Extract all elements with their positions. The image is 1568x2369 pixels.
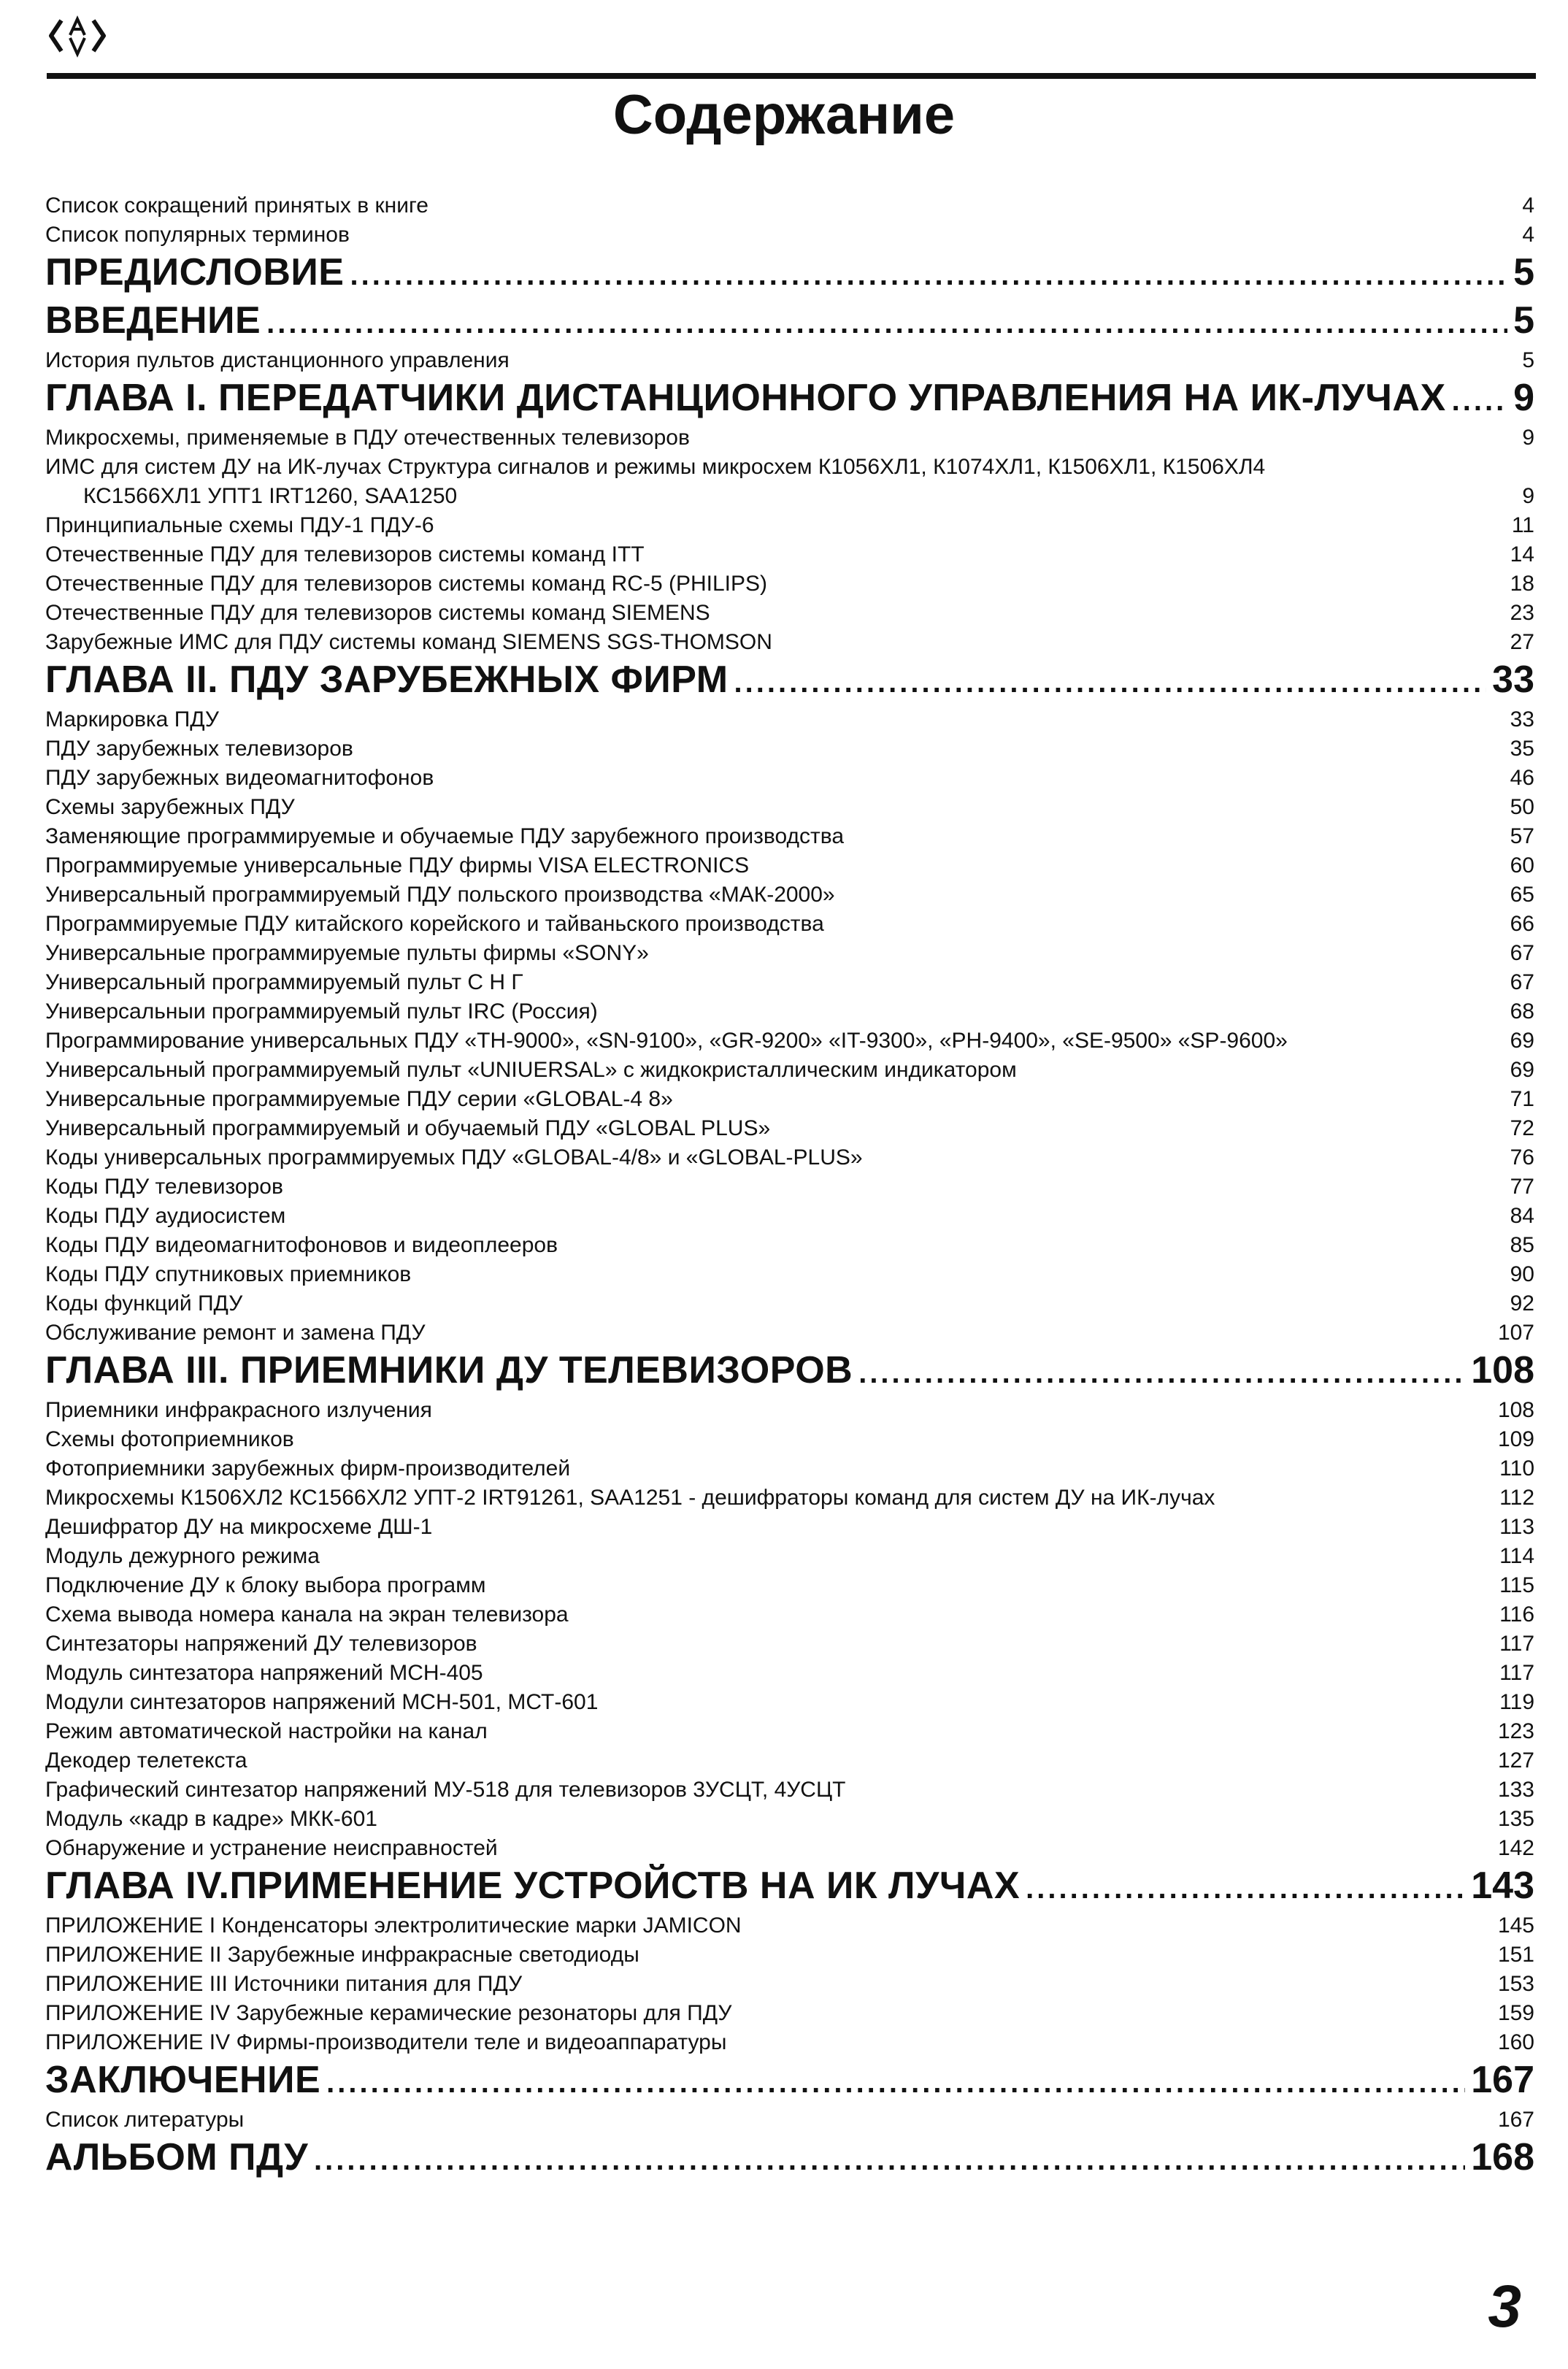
toc-entry-title: Декодер телетекста [45,1748,247,1773]
toc-entry-page: 84 [1510,1204,1534,1228]
toc-entry [45,764,1534,793]
toc-entry-page: 65 [1510,883,1534,907]
toc-entry-title: Зарубежные ИМС для ПДУ системы команд SIEMENS SGS-THOMSON [45,630,772,654]
toc-entry [45,423,1534,453]
toc-entry-page: 108 [1471,1349,1534,1391]
toc-entry-page: 71 [1510,1087,1534,1111]
toc-entry-page: 153 [1497,1972,1534,1996]
toc-entry-title: Отечественные ПДУ для телевизоров системы команд RC-5 (PHILIPS) [45,572,768,596]
toc-entry-page: 117 [1499,1661,1534,1685]
toc-entry [45,1542,1534,1571]
toc-entry [45,1425,1534,1454]
toc-entry [45,1805,1534,1834]
toc-entry [45,910,1534,939]
toc-entry [45,1396,1534,1425]
toc-entry [45,1454,1534,1483]
toc-entry [45,1775,1534,1805]
toc-entry [45,2105,1534,2135]
toc-entry-title: АЛЬБОМ ПДУ [45,2136,309,2178]
toc-entry-title: Синтезаторы напряжений ДУ телевизоров [45,1632,477,1656]
toc-entry [45,569,1534,599]
toc-entry-title: Фотоприемники зарубежных фирм-производителей [45,1456,571,1481]
dot-leader [1026,1863,1465,1911]
toc-entry-page: 5 [1513,299,1534,342]
toc-entry-page: 151 [1497,1943,1534,1967]
toc-entry-page: 90 [1510,1262,1534,1286]
toc-entry-page: 135 [1497,1807,1534,1831]
toc-entry-title: Подключение ДУ к блоку выбора программ [45,1573,486,1597]
toc-entry [45,599,1534,628]
toc-entry-page: 46 [1510,766,1534,790]
toc-entry [45,1085,1534,1114]
toc-entry-page: 159 [1497,2001,1534,2025]
toc-entry-title: Обнаружение и устранение неисправностей [45,1836,498,1860]
toc-chapter-entry [45,298,1534,346]
toc-entry-page: 77 [1510,1175,1534,1199]
logo-icon [45,13,109,58]
toc-entry [45,822,1534,851]
toc-entry-title: Модуль «кадр в кадре» МКК-601 [45,1807,377,1831]
toc-entry [45,1260,1534,1289]
toc-entry-page: 9 [1522,484,1534,508]
toc-entry-page: 117 [1499,1632,1534,1656]
toc-entry [45,1202,1534,1231]
table-of-contents [45,191,1534,2183]
toc-entry-page: 92 [1510,1291,1534,1316]
toc-entry [45,1834,1534,1863]
toc-entry-page: 85 [1510,1233,1534,1257]
toc-entry [45,997,1534,1026]
toc-entry [45,1571,1534,1600]
toc-entry-title: Заменяющие программируемые и обучаемые ПДУ зарубежного производства [45,824,845,848]
toc-entry-title: Модули синтезаторов напряжений МСН-501, МСТ-601 [45,1690,599,1714]
toc-entry-title: ПДУ зарубежных видеомагнитофонов [45,766,434,790]
toc-entry-title: ПДУ зарубежных телевизоров [45,737,353,761]
toc-entry [45,628,1534,657]
toc-entry-page: 11 [1511,513,1534,537]
toc-entry [45,191,1534,220]
toc-entry [45,939,1534,968]
toc-entry-title: ГЛАВА III. ПРИЕМНИКИ ДУ ТЕЛЕВИЗОРОВ [45,1349,853,1391]
toc-entry-title: ПРЕДИСЛОВИЕ [45,251,345,293]
toc-entry [45,1114,1534,1143]
toc-entry-page: 116 [1499,1602,1534,1627]
toc-entry-title: ГЛАВА I. ПЕРЕДАТЧИКИ ДИСТАНЦИОННОГО УПРАВЛЕНИЯ НА ИК-ЛУЧАХ [45,377,1446,419]
toc-entry-page: 69 [1510,1029,1534,1053]
toc-entry-page: 109 [1497,1427,1534,1451]
toc-entry [45,968,1534,997]
toc-entry [45,1231,1534,1260]
toc-entry-page: 33 [1492,659,1534,701]
toc-entry-title: ЗАКЛЮЧЕНИЕ [45,2059,321,2101]
toc-entry-page: 67 [1510,970,1534,994]
toc-entry-title: Список популярных терминов [45,223,350,247]
toc-entry-page: 167 [1497,2108,1534,2132]
toc-entry [45,1911,1534,1940]
toc-entry-page: 27 [1510,630,1534,654]
toc-entry [45,1688,1534,1717]
toc-entry-page: 113 [1499,1515,1534,1539]
toc-entry-title: Принципиальные схемы ПДУ-1 ПДУ-6 [45,513,434,537]
toc-entry-page: 133 [1497,1778,1534,1802]
toc-entry-page: 18 [1510,572,1534,596]
toc-chapter-entry [45,250,1534,298]
toc-entry-title: Микросхемы, применяемые в ПДУ отечественных телевизоров [45,426,690,450]
toc-entry [45,2028,1534,2057]
toc-entry-title: Универсальный программируемый пульт С Н Г [45,970,523,994]
toc-entry-page: 127 [1497,1748,1534,1773]
toc-entry [45,851,1534,880]
toc-entry-title: ГЛАВА II. ПДУ ЗАРУБЕЖНЫХ ФИРМ [45,659,729,701]
toc-entry [45,511,1534,540]
toc-entry [45,880,1534,910]
toc-entry [45,1717,1534,1746]
toc-entry [45,346,1534,375]
toc-entry [45,1629,1534,1659]
toc-entry [45,1143,1534,1172]
toc-chapter-entry [45,375,1534,423]
toc-entry-title: Универсальные программируемые пульты фирмы «SONY» [45,941,649,965]
toc-entry-title: Обслуживание ремонт и замена ПДУ [45,1321,426,1345]
toc-entry-title: ГЛАВА IV.ПРИМЕНЕНИЕ УСТРОЙСТВ НА ИК ЛУЧАХ [45,1865,1021,1907]
toc-entry [45,793,1534,822]
toc-entry [45,1940,1534,1970]
toc-entry [45,1659,1534,1688]
toc-entry-page: 119 [1499,1690,1534,1714]
toc-entry-title: Программируемые ПДУ китайского корейского и тайваньского производства [45,912,824,936]
toc-entry [45,1483,1534,1513]
toc-entry-title: Коды ПДУ видеомагнитофоновов и видеоплееров [45,1233,558,1257]
toc-entry-title: Список сокращений принятых в книге [45,193,428,218]
toc-entry-title: ВВЕДЕНИЕ [45,299,261,342]
toc-entry-title: ПРИЛОЖЕНИЕ IV Фирмы-производители теле и видеоаппаратуры [45,2030,727,2054]
toc-entry-text-block [45,453,1491,511]
toc-chapter-entry [45,2135,1534,2183]
toc-entry-title: ПРИЛОЖЕНИЕ I Конденсаторы электролитические марки JAMICON [45,1913,742,1938]
toc-entry-title: Программируемые универсальные ПДУ фирмы VISA ELECTRONICS [45,853,750,878]
toc-entry-page: 57 [1510,824,1534,848]
toc-entry-page: 110 [1499,1456,1534,1481]
toc-entry-title: Схемы фотоприемников [45,1427,294,1451]
toc-chapter-entry [45,1348,1534,1396]
toc-entry-title: ПРИЛОЖЕНИЕ IV Зарубежные керамические резонаторы для ПДУ [45,2001,732,2025]
dot-leader [314,2135,1465,2183]
toc-entry-page: 114 [1499,1544,1534,1568]
toc-entry-page: 115 [1499,1573,1534,1597]
toc-entry-page: 4 [1522,223,1534,247]
toc-entry-title: Отечественные ПДУ для телевизоров системы команд SIEMENS [45,601,710,625]
toc-entry-continuation: КС1566ХЛ1 УПТ1 IRT1260, SAA1250 [83,484,458,508]
publisher-logo [45,13,109,58]
toc-entry-page: 145 [1497,1913,1534,1938]
toc-entry-title: Схемы зарубежных ПДУ [45,795,295,819]
toc-entry-title: Модуль дежурного режима [45,1544,320,1568]
toc-entry-page: 60 [1510,853,1534,878]
dot-leader [266,298,1507,346]
toc-entry [45,453,1534,511]
toc-entry [45,220,1534,250]
toc-entry [45,1026,1534,1056]
dot-leader [350,250,1507,298]
toc-entry-title: ПРИЛОЖЕНИЕ II Зарубежные инфракрасные светодиоды [45,1943,639,1967]
toc-entry-page: 67 [1510,941,1534,965]
toc-entry-title: Схема вывода номера канала на экран телевизора [45,1602,569,1627]
toc-entry-title: Дешифратор ДУ на микросхеме ДШ-1 [45,1515,433,1539]
toc-entry-page: 76 [1510,1145,1534,1170]
toc-entry-page: 33 [1510,707,1534,732]
toc-entry-title: Режим автоматической настройки на канал [45,1719,488,1743]
page-title: Содержание [612,84,956,146]
toc-entry-page: 68 [1510,999,1534,1024]
toc-entry-page: 112 [1499,1486,1534,1510]
toc-entry-title: Приемники инфракрасного излучения [45,1398,432,1422]
toc-entry-title: Модуль синтезатора напряжений МСН-405 [45,1661,483,1685]
toc-chapter-entry [45,2057,1534,2105]
toc-entry [45,1970,1534,1999]
toc-entry-title: Коды функций ПДУ [45,1291,243,1316]
toc-entry-title: Коды универсальных программируемых ПДУ «GLOBAL-4/8» и «GLOBAL-PLUS» [45,1145,863,1170]
toc-entry-title: Коды ПДУ телевизоров [45,1175,283,1199]
toc-entry-page: 72 [1510,1116,1534,1140]
toc-entry-page: 50 [1510,795,1534,819]
toc-entry-page: 4 [1522,193,1534,218]
toc-entry-title: Универсальныи программируемый пульт IRC (Россия) [45,999,598,1024]
toc-entry-page: 66 [1510,912,1534,936]
toc-entry-page: 9 [1513,377,1534,419]
toc-entry [45,1513,1534,1542]
toc-entry [45,1600,1534,1629]
header-rule [47,73,1536,79]
page-number: 3 [1488,2273,1521,2340]
toc-entry [45,1172,1534,1202]
toc-entry [45,705,1534,734]
toc-entry-title: Универсальные программируемые ПДУ серии «GLOBAL-4 8» [45,1087,673,1111]
toc-entry [45,1318,1534,1348]
toc-chapter-entry [45,657,1534,705]
toc-entry-page: 108 [1497,1398,1534,1422]
toc-entry-page: 23 [1510,601,1534,625]
toc-entry-title: Маркировка ПДУ [45,707,219,732]
toc-entry-page: 167 [1471,2059,1534,2101]
toc-entry [45,1746,1534,1775]
dot-leader [734,657,1487,705]
toc-entry [45,540,1534,569]
toc-entry-page: 107 [1497,1321,1534,1345]
toc-entry-title: Программирование универсальных ПДУ «TH-9000», «SN-9100», «GR-9200» «IT-9300», «PH-9400», «SE-9500» «SP-9600» [45,1029,1288,1053]
toc-entry [45,1289,1534,1318]
toc-entry-page: 5 [1522,348,1534,372]
toc-entry-page: 14 [1510,542,1534,567]
toc-entry [45,1056,1534,1085]
toc-entry-page: 5 [1513,251,1534,293]
toc-chapter-entry [45,1863,1534,1911]
dot-leader [326,2057,1465,2105]
toc-entry-title: Список литературы [45,2108,245,2132]
toc-entry-page: 168 [1471,2136,1534,2178]
toc-entry-page: 160 [1497,2030,1534,2054]
toc-entry-title: ИМС для систем ДУ на ИК-лучах Структура сигналов и режимы микросхем К1056ХЛ1, К1074ХЛ1, К1506ХЛ1, К1506ХЛ4 [45,455,1266,479]
toc-entry-title: Графический синтезатор напряжений МУ-518 для телевизоров 3УСЦТ, 4УСЦТ [45,1778,846,1802]
toc-entry-page: 142 [1497,1836,1534,1860]
toc-entry-page: 9 [1522,426,1534,450]
toc-entry-title: Универсальный программируемый и обучаемый ПДУ «GLOBAL PLUS» [45,1116,771,1140]
toc-entry-title: Универсальный программируемый ПДУ польского производства «МАК-2000» [45,883,835,907]
toc-entry-page: 35 [1510,737,1534,761]
toc-entry-title: История пультов дистанционного управления [45,348,510,372]
toc-entry-title: ПРИЛОЖЕНИЕ III Источники питания для ПДУ [45,1972,523,1996]
toc-entry-title: Отечественные ПДУ для телевизоров системы команд ITT [45,542,645,567]
toc-entry [45,734,1534,764]
toc-entry-title: Универсальный программируемый пульт «UNIUERSAL» с жидкокристаллическим индикатором [45,1058,1017,1082]
dot-leader [858,1348,1465,1396]
toc-entry-page: 69 [1510,1058,1534,1082]
dot-leader [1452,375,1507,423]
toc-entry-title: Коды ПДУ спутниковых приемников [45,1262,412,1286]
toc-entry-title: Микросхемы К1506ХЛ2 КС1566ХЛ2 УПТ-2 IRT91261, SAA1251 - дешифраторы команд для систем ДУ на ИК-лучах [45,1486,1215,1510]
toc-entry-title: Коды ПДУ аудиосистем [45,1204,286,1228]
toc-entry-page: 123 [1497,1719,1534,1743]
toc-entry-page: 143 [1471,1865,1534,1907]
toc-entry [45,1999,1534,2028]
